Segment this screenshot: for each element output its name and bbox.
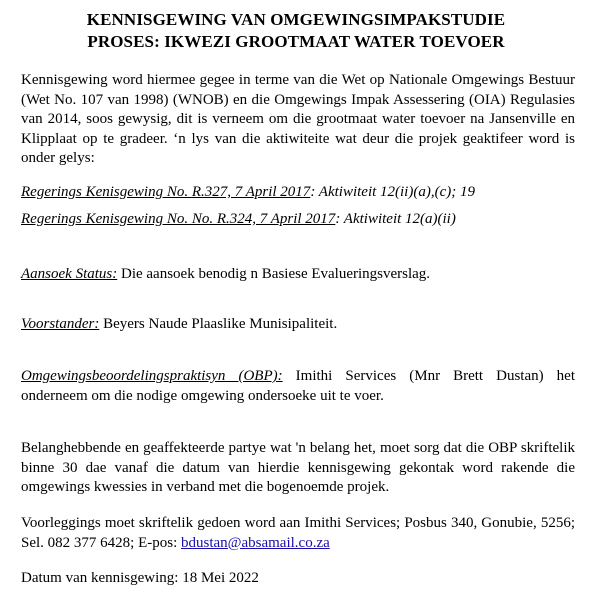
notice-title-line-2: PROSES: IKWEZI GROOTMAAT WATER TOEVOER (87, 32, 505, 51)
eap-paragraph (21, 367, 575, 406)
eap-text: Imithi Services (Mnr Brett Dustan) het onderneem om die nodige omgewing ondersoeke uit te voer. (21, 368, 575, 404)
regulation-1-label: Regerings Kenisgewing No. R.327, 7 April 2017 (21, 184, 311, 200)
application-status-label: Aansoek Status: (21, 266, 118, 282)
regulation-1-text: : Aktiwiteit 12(ii)(a),(c); 19 (310, 184, 475, 200)
application-status (21, 265, 575, 285)
stakeholders-paragraph: Belanghebbende en geaffekteerde partye wat 'n belang het, moet sorg dat die OBP skriftelik binne 30 dae vanaf die datum van hierdie kennisgewing gekontak word rakende die omgewings kwessies in verband met die bogenoemde projek. (21, 440, 575, 495)
submissions-paragraph (21, 514, 575, 553)
regulation-2-label: Regerings Kenisgewing No. No. R.324, 7 April 2017 (21, 211, 336, 227)
regulation-1 (21, 183, 575, 203)
proponent-label: Voorstander: (21, 316, 100, 332)
email-link[interactable]: bdustan@absamail.co.za (181, 534, 330, 551)
proponent-text: Beyers Naude Plaaslike Munisipaliteit. (99, 316, 338, 332)
eap-label: Omgewingsbeoordelingspraktisyn (OBP): (21, 368, 283, 384)
notice-title-line-1: KENNISGEWING VAN OMGEWINGSIMPAKSTUDIE (86, 10, 506, 29)
submissions-text: Voorleggings moet skriftelik gedoen word aan Imithi Services; Posbus 340, Gonubie, 5256; Sel. 082 377 6428; E-pos: (21, 515, 575, 551)
intro-paragraph: Kennisgewing word hiermee gegee in terme van die Wet op Nationale Omgewings Bestuur (Wet No. 107 van 1998) (WNOB) en die Omgewings Impak Assessering (OIA) Regulasies van 2014, soos gewysig, dit is verneem om die grootmaat water toevoer na Jansenville en Klipplaat op te gradeer. ‘n lys van die aktiwiteite wat deur die projek geaktifeer word is onder gelys: (21, 72, 575, 166)
notice-date: Datum van kennisgewing: 18 Mei 2022 (21, 570, 259, 586)
proponent (21, 315, 575, 335)
regulation-2 (21, 210, 575, 230)
application-status-text: Die aansoek benodig n Basiese Evalueringsverslag. (117, 266, 431, 282)
regulation-2-text: : Aktiwiteit 12(a)(ii) (335, 211, 456, 227)
